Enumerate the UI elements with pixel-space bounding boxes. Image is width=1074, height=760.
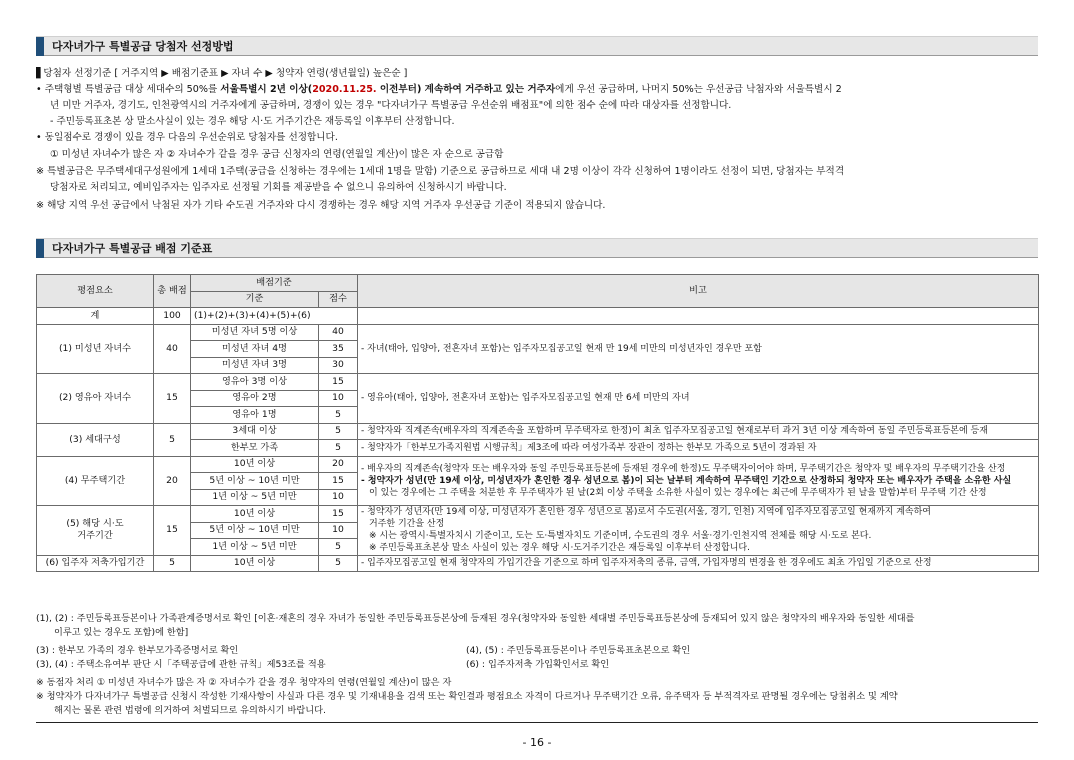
- score-cell: 20: [319, 456, 358, 473]
- section-title: 다자녀가구 특별공급 당첨자 선정방법: [52, 40, 234, 53]
- score-cell: 30: [319, 357, 358, 374]
- tie-break-order: ① 미성년 자녀수가 많은 자 ② 자녀수가 같을 경우 공급 신청자의 연령(연월일 계산)이 많은 자 순으로 공급함: [50, 149, 504, 160]
- header-element: 평점요소: [37, 275, 154, 308]
- element-total: 5: [154, 423, 191, 456]
- score-cell: 15: [319, 506, 358, 523]
- element-total: 5: [154, 555, 191, 572]
- header-score: 점수: [319, 291, 358, 308]
- note-row: [36, 658, 1042, 672]
- basis-cell: 5년 이상 ~ 10년 미만: [191, 522, 319, 539]
- basis-cell: 1년 이상 ~ 5년 미만: [191, 489, 319, 506]
- element-total: 15: [154, 506, 191, 556]
- score-cell: 5: [319, 555, 358, 572]
- basis-cell: 영유아 1명: [191, 407, 319, 424]
- table-row: [37, 324, 1039, 341]
- basis-cell: 3세대 이상: [191, 423, 319, 440]
- score-cell: 5: [319, 440, 358, 457]
- one-household-note: ※ 특별공급은 무주택세대구성원에게 1세대 1주택(공급을 신청하는 경우에는 1세대 1명을 말함) 기준으로 공급하므로 세대 내 2명 이상이 각각 신청하여 1명이라도 선정이 되면, 당첨자는 부적격: [36, 166, 845, 177]
- note-tie-break: ※ 동점자 처리 ① 미성년 자녀수가 많은 자 ② 자녀수가 같을 경우 청약자의 연령(연월일 계산)이 많은 자: [36, 677, 452, 688]
- note-resident-record: (4), (5) : 주민등록표등본이나 주민등록표초본으로 확인: [466, 645, 691, 656]
- note-housing-rule: (3), (4) : 주택소유여부 판단 시「주택공급에 관한 규칙」제53조를 적용: [36, 659, 326, 670]
- priority-supply-line-cont: 년 미만 거주자, 경기도, 인천광역시의 거주자에게 공급하며, 경쟁이 있는 경우 "다자녀가구 특별공급 우선순위 배점표"에 의한 점수 순에 따라 대상자를 선정합니다.: [50, 100, 732, 111]
- basis-cell: 미성년 자녀 5명 이상: [191, 324, 319, 341]
- note-verification-cont: 이루고 있는 경우도 포함)에 한함]: [54, 627, 189, 638]
- table-row: [37, 456, 1039, 473]
- score-cell: 10: [319, 522, 358, 539]
- element-label: (1) 미성년 자녀수: [37, 324, 154, 374]
- note-row: [36, 644, 1042, 658]
- score-cell: 40: [319, 324, 358, 341]
- table-notes: [36, 612, 1042, 718]
- score-cell: 10: [319, 390, 358, 407]
- element-label: (3) 세대구성: [37, 423, 154, 456]
- remarks-cell: - 청약자가 성년자(만 19세 이상, 미성년자가 혼인한 경우 성년으로 봄)로서 수도권(서울, 경기, 인천) 지역에 입주자모집공고일 현재까지 계속하여 거주한 기간을 산정 ※ 시는 광역시·특별자치시 기준이고, 도는 도·특별자치도 기준이며, 수도권의 경우 서울·경기·인천지역 전체를 해당 시·도로 본다. ※ 주민등록표초본상 말소 사실이 있는 경우 해당 시·도거주기간은 재등록일 이후부터 산정합니다.: [358, 506, 1039, 556]
- remarks-cell: - 입주자모집공고일 현재 청약자의 가입기간을 기준으로 하며 입주자저축의 종류, 금액, 가입자명의 변경을 한 경우에도 최초 가입일 기준으로 산정: [358, 555, 1039, 572]
- page-number: - 16 -: [522, 736, 552, 749]
- table-row: [37, 506, 1039, 523]
- residence-period-note: - 주민등록표초본 상 말소사실이 있는 경우 해당 시·도 거주기간은 재등록일 이후부터 산정합니다.: [50, 116, 455, 127]
- element-total: 20: [154, 456, 191, 506]
- table-row: [37, 423, 1039, 440]
- score-cell: 5: [319, 407, 358, 424]
- basis-cell: 1년 이상 ~ 5년 미만: [191, 539, 319, 556]
- selection-criteria-line: ▋당첨자 선정기준 [ 거주지역 ▶ 배점기준표 ▶ 자녀 수 ▶ 청약자 연령(생년월일) 높은순 ]: [36, 68, 408, 79]
- note-savings-check: (6) : 입주자저축 가입확인서로 확인: [466, 659, 610, 670]
- section-title: 다자녀가구 특별공급 배점 기준표: [52, 242, 213, 255]
- element-total: 15: [154, 374, 191, 424]
- score-cell: 35: [319, 341, 358, 358]
- remarks-cell: - 영유아(태아, 입양아, 전혼자녀 포함)는 입주자모집공고일 현재 만 6세 미만의 자녀: [358, 374, 1039, 424]
- basis-cell: 10년 이상: [191, 506, 319, 523]
- remarks-cell: - 배우자의 직계존속(청약자 또는 배우자와 동일 주민등록표등본에 등재된 경우에 한정)도 무주택자이어야 하며, 무주택기간은 청약자 및 배우자의 무주택기간을 산정 - 청약자가 성년(만 19세 이상, 미성년자가 혼인한 경우 성년으로 봄)이 되는 날부터 계속하여 무주택인 기간으로 산정하되 청약자 또는 배우자가 주택을 소유한 사실 이 있는 경우에는 그 주택을 처분한 후 무주택자가 된 날(2회 이상 주택을 소유한 사실이 있는 경우에는 최근에 무주택자가 된 날을 말함)부터 무주택 기간 산정: [358, 456, 1039, 506]
- section-header-selection-method: [36, 36, 1038, 56]
- basis-cell: 영유아 3명 이상: [191, 374, 319, 391]
- score-cell: 5: [319, 423, 358, 440]
- section-marker: [36, 37, 44, 56]
- regional-priority-note: ※ 해당 지역 우선 공급에서 낙첨된 자가 기타 수도권 거주자와 다시 경쟁하는 경우 해당 지역 거주자 우선공급 기준이 적용되지 않습니다.: [36, 200, 606, 211]
- header-basis: 기준: [191, 291, 319, 308]
- table-row-total: [37, 308, 1039, 325]
- score-cell: 15: [319, 473, 358, 490]
- basis-cell: 미성년 자녀 3명: [191, 357, 319, 374]
- basis-cell: 5년 이상 ~ 10년 미만: [191, 473, 319, 490]
- total-remarks: [358, 308, 1039, 325]
- basis-cell: 한부모 가족: [191, 440, 319, 457]
- basis-cell: 10년 이상: [191, 555, 319, 572]
- header-total: 총 배점: [154, 275, 191, 308]
- note-penalty-cont: 해지는 물론 관련 법령에 의거하여 처벌되므로 유의하시기 바랍니다.: [54, 705, 326, 716]
- basis-cell: 영유아 2명: [191, 390, 319, 407]
- note-penalty: ※ 청약자가 다자녀가구 특별공급 신청시 작성한 기재사항이 사실과 다른 경우 및 기재내용을 검색 또는 확인결과 평점요소 자격이 다르거나 무주택기간 오류, 유주택자 등 부적격자로 판명될 경우에는 당첨취소 및 계약: [36, 691, 898, 702]
- element-label: (4) 무주택기간: [37, 456, 154, 506]
- bottom-rule: [36, 722, 1038, 723]
- one-household-note-cont: 당첨자로 처리되고, 예비입주자는 입주자로 선정될 기회를 제공받을 수 없으니 유의하여 신청하시기 바랍니다.: [50, 182, 507, 193]
- total-basis: (1)+(2)+(3)+(4)+(5)+(6): [191, 308, 358, 325]
- note-single-parent: (3) : 한부모 가족의 경우 한부모가족증명서로 확인: [36, 645, 239, 656]
- element-total: 40: [154, 324, 191, 374]
- remarks-cell: - 청약자와 직계존속(배우자의 직계존속을 포함하며 무주택자로 한정)이 최초 입주자모집공고일 현재로부터 과거 3년 이상 계속하여 동일 주민등록표등본에 등재: [358, 423, 1039, 440]
- score-criteria-table: [36, 274, 1039, 572]
- tie-break-line: • 동일점수로 경쟁이 있을 경우 다음의 우선순위로 당첨자를 선정합니다.: [36, 132, 338, 143]
- section-marker: [36, 239, 44, 258]
- score-cell: 10: [319, 489, 358, 506]
- element-label: (2) 영유아 자녀수: [37, 374, 154, 424]
- priority-supply-line: • 주택형별 특별공급 대상 세대수의 50%를 서울특별시 2년 이상(2020.11.25. 이전부터) 계속하여 거주하고 있는 거주자에게 우선 공급하며, 나머지 50%는 우선공급 낙첨자와 서울특별시 2: [36, 84, 842, 95]
- remarks-cell: - 자녀(태아, 입양아, 전혼자녀 포함)는 입주자모집공고일 현재 만 19세 미만의 미성년자인 경우만 포함: [358, 324, 1039, 374]
- element-label: (5) 해당 시·도 거주기간: [37, 506, 154, 556]
- table-row: [37, 555, 1039, 572]
- note-verification: (1), (2) : 주민등록표등본이나 가족관계증명서로 확인 [이혼·재혼의 경우 자녀가 동일한 주민등록표등본상에 등재된 경우(청약자와 동일한 세대별 주민등록표등본상에 등재되어 있지 않은 청약자의 배우자와 동일한 세대를: [36, 613, 915, 624]
- header-criteria: 배점기준: [191, 275, 358, 292]
- section-header-score-table: [36, 238, 1038, 258]
- element-label: (6) 입주자 저축가입기간: [37, 555, 154, 572]
- table-row: [37, 374, 1039, 391]
- basis-cell: 10년 이상: [191, 456, 319, 473]
- remarks-cell: - 청약자가「한부모가족지원법 시행규칙」제3조에 따라 여성가족부 장관이 정하는 한부모 가족으로 5년이 경과된 자: [358, 440, 1039, 457]
- total-value: 100: [154, 308, 191, 325]
- basis-cell: 미성년 자녀 4명: [191, 341, 319, 358]
- header-remarks: 비고: [358, 275, 1039, 308]
- score-cell: 15: [319, 374, 358, 391]
- score-cell: 5: [319, 539, 358, 556]
- total-label: 계: [37, 308, 154, 325]
